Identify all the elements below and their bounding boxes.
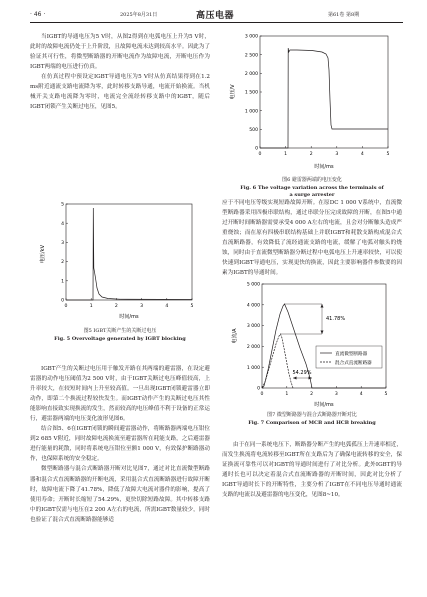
y-tick-label: 3 000 <box>244 34 258 40</box>
y-axis-ticks <box>61 202 68 304</box>
paragraph: 由于在同一系统电压下，断路器分断产生的电弧孤压上升速率相近，而发生换流将电流转移至IGBT所在支路后为了确保电流转移的安全，保证换流可靠性可以对IGBT的导通时间进行了对比分析。此外IGBT的导通时长也可以决定着混合式直流断路器的开断时间，因此对比分析了IGBT导通时长下的开断特性，主要分析了IGBT在不同电压导通时通流支路的电流以及避雷器的电压变化，见图8~10。 <box>222 442 402 499</box>
figure-5 <box>30 196 210 342</box>
y-tick-label: 3 <box>61 241 64 246</box>
y-tick-label: 4 <box>61 221 64 227</box>
x-tick-label: 4 <box>165 304 169 309</box>
figure-7 <box>222 278 402 430</box>
right-column-bottom-text <box>222 440 402 500</box>
left-column-top-text <box>30 32 210 112</box>
arrow-head-down <box>321 331 324 335</box>
x-tick-label: 5 <box>386 152 390 157</box>
figure-6-caption-en-2: a surge arrester <box>289 192 335 198</box>
paragraph: IGBT产生的关断过电压用于触发开路在其两端的避雷器，在设定避雷器的动作电压阈值为2 500 V时，由于IGBT关断过电压峰值较高，上升率较大，在较短时间内上升至较高值。一旦出现IGBT闭锁避雷器立即动作，即第二个换流过程较快发生。而IGBT动作产生的关断过电压其性能影响直接致实现换流的发生，然而较高的电压峰值不利于设备的正常运行，避雷器两端的电压变化波形见图6。 <box>30 366 210 423</box>
x-tick-label: 2 <box>114 304 118 309</box>
journal-name: 高压电器 <box>196 11 235 21</box>
y-axis-ticks <box>245 34 262 152</box>
y-tick-label: 5 <box>61 202 64 208</box>
y-tick-label: 0 <box>61 298 64 304</box>
x-axis-label: 时间/ms <box>314 402 334 408</box>
figure-5-caption-cn: 图5 IGBT关断产生的关断过电压 <box>83 328 157 334</box>
page-number: · 46 · <box>30 11 46 18</box>
y-tick-label: 0 <box>257 386 260 392</box>
y-tick-label: 1 000 <box>244 109 258 115</box>
x-tick-label: 1 <box>285 392 289 397</box>
arrow-head-left <box>293 377 297 380</box>
x-tick-label: 0 <box>258 152 262 157</box>
x-axis-label: 时间/ms <box>314 164 334 170</box>
annotation-41-78: 41.78% <box>326 316 346 322</box>
x-tick-label: 3 <box>335 152 339 157</box>
x-tick-label: 3 <box>334 392 338 397</box>
x-tick-label: 1 <box>284 152 288 157</box>
y-tick-label: 2 000 <box>246 345 260 350</box>
paragraph: 当IGBT的导通电压为5 V时，从图2得到在电弧电压上升为5 V时，此时的故障电流仍处于上升阶段，且故障电流未达到较高水平。因此为了验证其可行性，将微型断路器的开断电流作为故障电流，开断电压作为IGBT两端的电压进行仿真。 <box>30 34 210 71</box>
y-tick-label: 1 500 <box>244 90 258 96</box>
plot-frame <box>66 204 192 300</box>
arrow-head-up <box>321 304 324 308</box>
x-tick-label: 1 <box>89 304 93 309</box>
plot-frame <box>262 284 386 388</box>
arrester-voltage-trace <box>260 48 388 148</box>
y-tick-label: 4 000 <box>246 303 260 309</box>
annotation-54-29: 54.29% <box>292 370 312 376</box>
paragraph: 微型断路器与混合式断路器开断对比见图7，通过对比直流微型断路器和混合式直流断路器的开断电流，采用混合式直流断路器进行故障开断时，故障电流下降了41.78%，降低了故障大电流对器件的影响，提高了使用寿命；开断时长缩短了54.29%，更快切除短路故障。其中转移支路中的IGBT仅需与电压在2 200 A左右的电流，所需IGBT数量较少，同时也验证了混合式直流断路器能够适 <box>30 466 210 523</box>
y-axis-label: 电压/kV <box>40 244 46 264</box>
x-tick-label: 5 <box>384 392 388 397</box>
paragraph: 结合图5、6在IGBT闭锁的瞬间避雷器动作，将断路器两端电压钳位到2 685 V附近，同时故障电流换流至避雷器所在耗能支路，之后避雷器进行能量的耗散，同时将系统电压钳位至额1 000 V，有效保护断路器动作，也保障系统的安全稳定。 <box>30 426 210 463</box>
x-tick-label: 4 <box>359 392 363 397</box>
y-axis-ticks <box>247 282 264 392</box>
x-tick-label: 3 <box>140 304 144 309</box>
x-tick-label: 0 <box>260 392 264 397</box>
legend-label-hcb: 混合式直流断路器 <box>335 361 372 366</box>
figure-5-plot <box>30 196 210 326</box>
x-axis-label: 时间/ms <box>119 314 139 320</box>
y-tick-label: 500 <box>249 127 258 133</box>
voltage-trace <box>66 208 192 300</box>
x-tick-label: 4 <box>360 152 364 157</box>
paragraph: 应于不同电压等级实现短路故障开断。在原DC 1 000 V系统中，直流微型断路器采用四极串联结构，通过串联分压完成故障的开断，在图5中通过开断时间断路器需要承受4 000 A左右的电流，且会对分断触头造成严重烧蚀；而在原有四极串联结构基础上并联IGBT和耗散支路构成混合式直流断路器，有效降低了流经通流支路的电流，缓解了电弧对触头的烧蚀，同时由于直流微型断路器分断过程中电弧电压上升速率较快，可以使快速到IGBT导通电压，实现更快的换流，因此主要影响器件参数要的因素为IGBT的导通时间。 <box>222 200 402 277</box>
figure-6-caption-en-1: Fig. 6 The voltage variation across the terminals of <box>240 184 384 191</box>
issue-date: 2025年8月31日 <box>120 12 158 18</box>
y-tick-label: 3 000 <box>246 324 260 330</box>
y-tick-label: 2 000 <box>244 71 258 77</box>
figure-5-caption-en: Fig. 5 Overvoltage generated by IGBT blocking <box>54 335 186 342</box>
y-tick-label: 5 000 <box>246 282 260 288</box>
y-tick-label: 2 500 <box>244 53 258 59</box>
x-axis-ticks <box>259 146 390 157</box>
header-rule <box>30 22 403 23</box>
x-tick-label: 2 <box>310 392 314 397</box>
x-tick-label: 2 <box>309 152 313 157</box>
figure-7-caption-cn: 图7 微型断路器与混合式断路器开断对比 <box>267 412 357 418</box>
page-header <box>0 0 427 24</box>
y-tick-label: 1 000 <box>246 365 260 371</box>
y-tick-label: 1 <box>61 279 64 285</box>
y-axis-label: 电压/V <box>230 84 236 100</box>
x-tick-label: 0 <box>64 304 68 309</box>
left-column-bottom-text <box>30 364 210 525</box>
x-tick-label: 5 <box>190 304 194 309</box>
hcb-current-trace <box>262 334 293 388</box>
figure-6 <box>222 30 402 198</box>
y-tick-label: 0 <box>255 146 258 152</box>
right-column-middle-text <box>222 198 402 278</box>
y-tick-label: 2 <box>61 260 64 266</box>
paragraph: 在仿真过程中预设定IGBT导通电压为5 V时从仿真结果得到在1.2 ms附近通流支路电流降为零，此时转移支路导通，电流开始换流。当机械开关支路电流降为零时，电流完全流经转移支路中的IGBT，随后IGBT闭锁产生关断过电压，见图5。 <box>30 74 210 111</box>
figure-6-plot <box>222 30 402 175</box>
legend-label-mcb: 直流微型断路器 <box>335 352 368 357</box>
figure-7-plot <box>222 278 402 410</box>
issue-info: 第61卷 第8期 <box>328 12 360 18</box>
figure-6-caption-cn: 图6 避雷器两端的电压变化 <box>282 177 342 183</box>
x-axis-ticks <box>261 386 388 397</box>
figure-7-caption-en: Fig. 7 Comparison of MCB and HCB breaking <box>248 419 376 426</box>
y-axis-label: 电流/A <box>232 328 238 344</box>
legend <box>316 346 382 368</box>
